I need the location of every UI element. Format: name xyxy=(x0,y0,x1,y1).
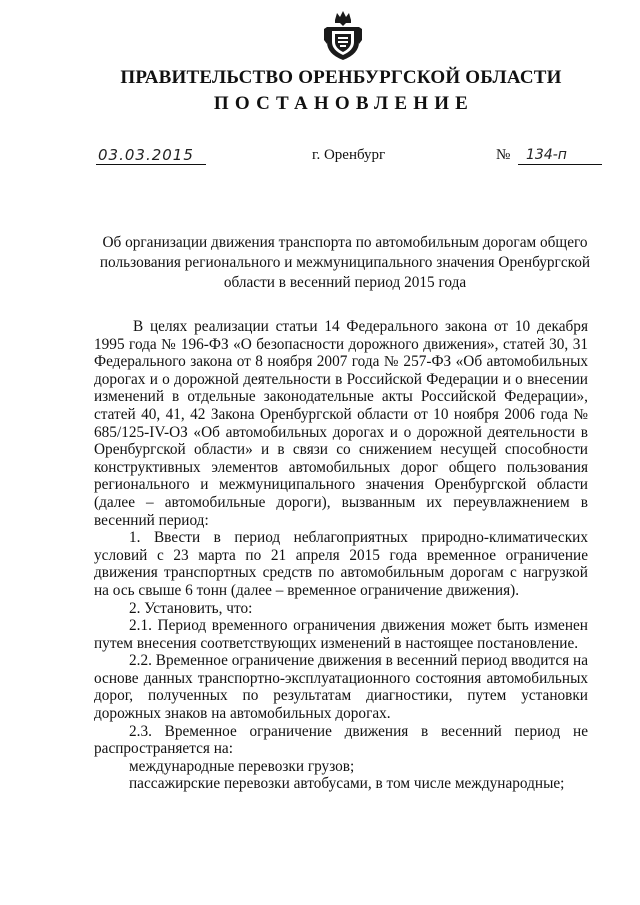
document-type-title: ПОСТАНОВЛЕНИЕ xyxy=(213,93,475,114)
clause-2-1: 2.1. Период временного ограничения движения может быть изменен путем внесения соответствующих изменений в настоящее постановление. xyxy=(94,617,588,652)
exemption-item: международные перевозки грузов; xyxy=(129,757,355,775)
clause-2: 2. Установить, что: xyxy=(129,599,253,617)
document-number: 134-п xyxy=(518,146,602,165)
clause-2-3: 2.3. Временное ограничение движения в весенний период не распространяется на: xyxy=(94,722,588,758)
document-number-label: № xyxy=(496,147,511,163)
exemption-item: пассажирские перевозки автобусами, в том числе международные; xyxy=(129,775,565,793)
document-date: 03.03.2015 xyxy=(96,146,206,165)
clause-2-2: 2.2. Временное ограничение движения в весенний период вводится на основе данных транспортно-эксплуатационного состояния автомобильных дорог, полученных по результатам диагностики, путем установки дорожных знаков на автомобильных дорогах. xyxy=(94,652,588,723)
document-body xyxy=(94,318,588,793)
document-subject: Об организации движения транспорта по автомобильным дорогам общего пользования регионального и межмуниципального значения Оренбургской области в весенний период 2015 года xyxy=(99,234,591,291)
clause-1: 1. Ввести в период неблагоприятных природно-климатических условий с 23 марта по 21 апреля 2015 года временное ограничение движения транспортных средств по автомобильным дорогам с нагрузкой на ось свыше 6 тонн (далее – временное ограничение движения). xyxy=(94,529,588,599)
coat-of-arms-icon xyxy=(323,10,363,62)
document-meta-row xyxy=(96,146,596,170)
preamble-paragraph: В целях реализации статьи 14 Федерального закона от 10 декабря 1995 года № 196-ФЗ «О безопасности дорожного движения», статей 30, 31 Федерального закона от 8 ноября 2007 года № 257-ФЗ «Об автомобильных дорогах и о дорожной деятельности в Российской Федерации и о внесении изменений в отдельные законодательные акты Российской Федерации», статей 40, 41, 42 Закона Оренбургской области от 10 ноября 2006 года № 685/125-IV-ОЗ «Об автомобильных дорогах и о дорожной деятельности в Оренбургской области» и в связи со снижением несущей способности конструктивных элементов автомобильных дорог общего пользования регионального и межмуниципального значения Оренбургской области (далее – автомобильные дороги), вызванным их переувлажнением в весенний период: xyxy=(94,318,588,529)
organization-title: ПРАВИТЕЛЬСТВО ОРЕНБУРГСКОЙ ОБЛАСТИ xyxy=(120,67,562,88)
document-city: г. Оренбург xyxy=(312,147,386,163)
